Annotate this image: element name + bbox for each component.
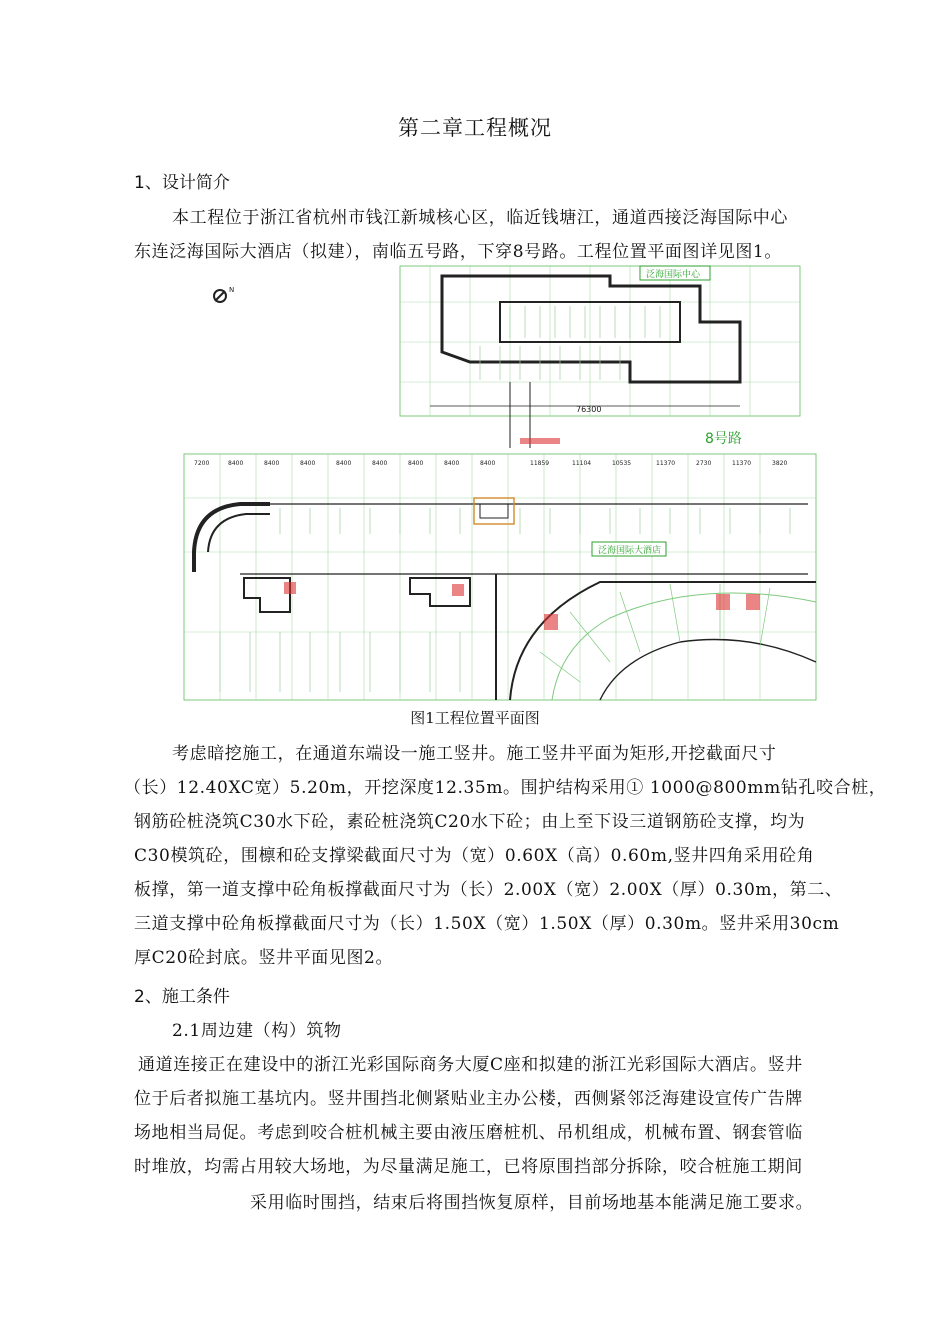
paragraph-line: C30模筑砼，围檩和砼支撑梁截面尺寸为（宽）0.60X（高）0.60m,竖井四角采用砼角	[134, 846, 815, 866]
section-heading-1: 1、设计简介	[134, 173, 230, 193]
svg-text:10535: 10535	[612, 460, 632, 467]
building-label-top: 泛海国际中心	[646, 270, 701, 280]
building-label-hotel: 泛海国际大酒店	[598, 546, 662, 556]
svg-text:11104: 11104	[572, 460, 592, 467]
site-plan-figure	[180, 262, 820, 704]
paragraph-line: 钢筋砼桩浇筑C30水下砼，素砼桩浇筑C20水下砼；由上至下设三道钢筋砼支撑，均为	[134, 812, 806, 832]
total-dimension: 76300	[576, 405, 602, 414]
north-label: N	[229, 286, 235, 294]
paragraph-line: 厚C20砼封底。竖井平面见图2。	[134, 948, 394, 968]
svg-text:8400: 8400	[300, 460, 316, 467]
paragraph-line: 场地相当局促。考虑到咬合桩机械主要由液压磨桩机、吊机组成，机械布置、钢套管临	[134, 1123, 803, 1143]
chapter-title: 第二章工程概况	[398, 116, 552, 140]
paragraph-line: 位于后者拟施工基坑内。竖井围挡北侧紧贴业主办公楼，西侧紧邻泛海建设宣传广告牌	[134, 1089, 803, 1109]
svg-text:8400: 8400	[372, 460, 388, 467]
svg-text:11859: 11859	[530, 460, 550, 467]
svg-text:3820: 3820	[772, 460, 788, 467]
svg-text:8400: 8400	[228, 460, 244, 467]
paragraph-line: 东连泛海国际大酒店（拟建），南临五号路，下穿8号路。工程位置平面图详见图1。	[134, 242, 782, 262]
svg-text:8400: 8400	[480, 460, 496, 467]
svg-text:8400: 8400	[264, 460, 280, 467]
svg-text:8400: 8400	[408, 460, 424, 467]
paragraph-line: （长）12.40XC宽）5.20m，开挖深度12.35m。围护结构采用① 1000@800mm钻孔咬合桩，	[124, 778, 887, 798]
paragraph-line: 通道连接正在建设中的浙江光彩国际商务大厦C座和拟建的浙江光彩国际大酒店。竖井	[138, 1055, 803, 1075]
svg-text:2730: 2730	[696, 460, 712, 467]
section-heading-2: 2、施工条件	[134, 987, 230, 1007]
svg-text:8400: 8400	[444, 460, 460, 467]
paragraph-line: 本工程位于浙江省杭州市钱江新城核心区，临近钱塘江，通道西接泛海国际中心	[172, 208, 788, 228]
svg-text:7200: 7200	[194, 460, 210, 467]
lower-plan	[184, 454, 816, 700]
svg-text:11370: 11370	[732, 460, 752, 467]
road-label: 8号路	[705, 431, 742, 447]
paragraph-line: 板撑，第一道支撑中砼角板撑截面尺寸为（长）2.00X（宽）2.00X（厚）0.30m，第二、	[134, 880, 843, 900]
subsection-heading: 2.1周边建（构）筑物	[172, 1021, 342, 1041]
figure-caption: 图1工程位置平面图	[410, 709, 540, 727]
paragraph-line: 采用临时围挡，结束后将围挡恢复原样，目前场地基本能满足施工要求。	[250, 1193, 814, 1213]
north-arrow-icon	[214, 286, 234, 302]
paragraph-line: 三道支撑中砼角板撑截面尺寸为（长）1.50X（宽）1.50X（厚）0.30m。竖井采用30cm	[134, 914, 840, 934]
svg-text:8400: 8400	[336, 460, 352, 467]
paragraph-line: 考虑暗挖施工，在通道东端设一施工竖井。施工竖井平面为矩形,开挖截面尺寸	[172, 744, 777, 764]
paragraph-line: 时堆放，均需占用较大场地，为尽量满足施工，已将原围挡部分拆除，咬合桩施工期间	[134, 1157, 803, 1177]
upper-plan	[400, 266, 800, 448]
svg-text:11370: 11370	[656, 460, 676, 467]
